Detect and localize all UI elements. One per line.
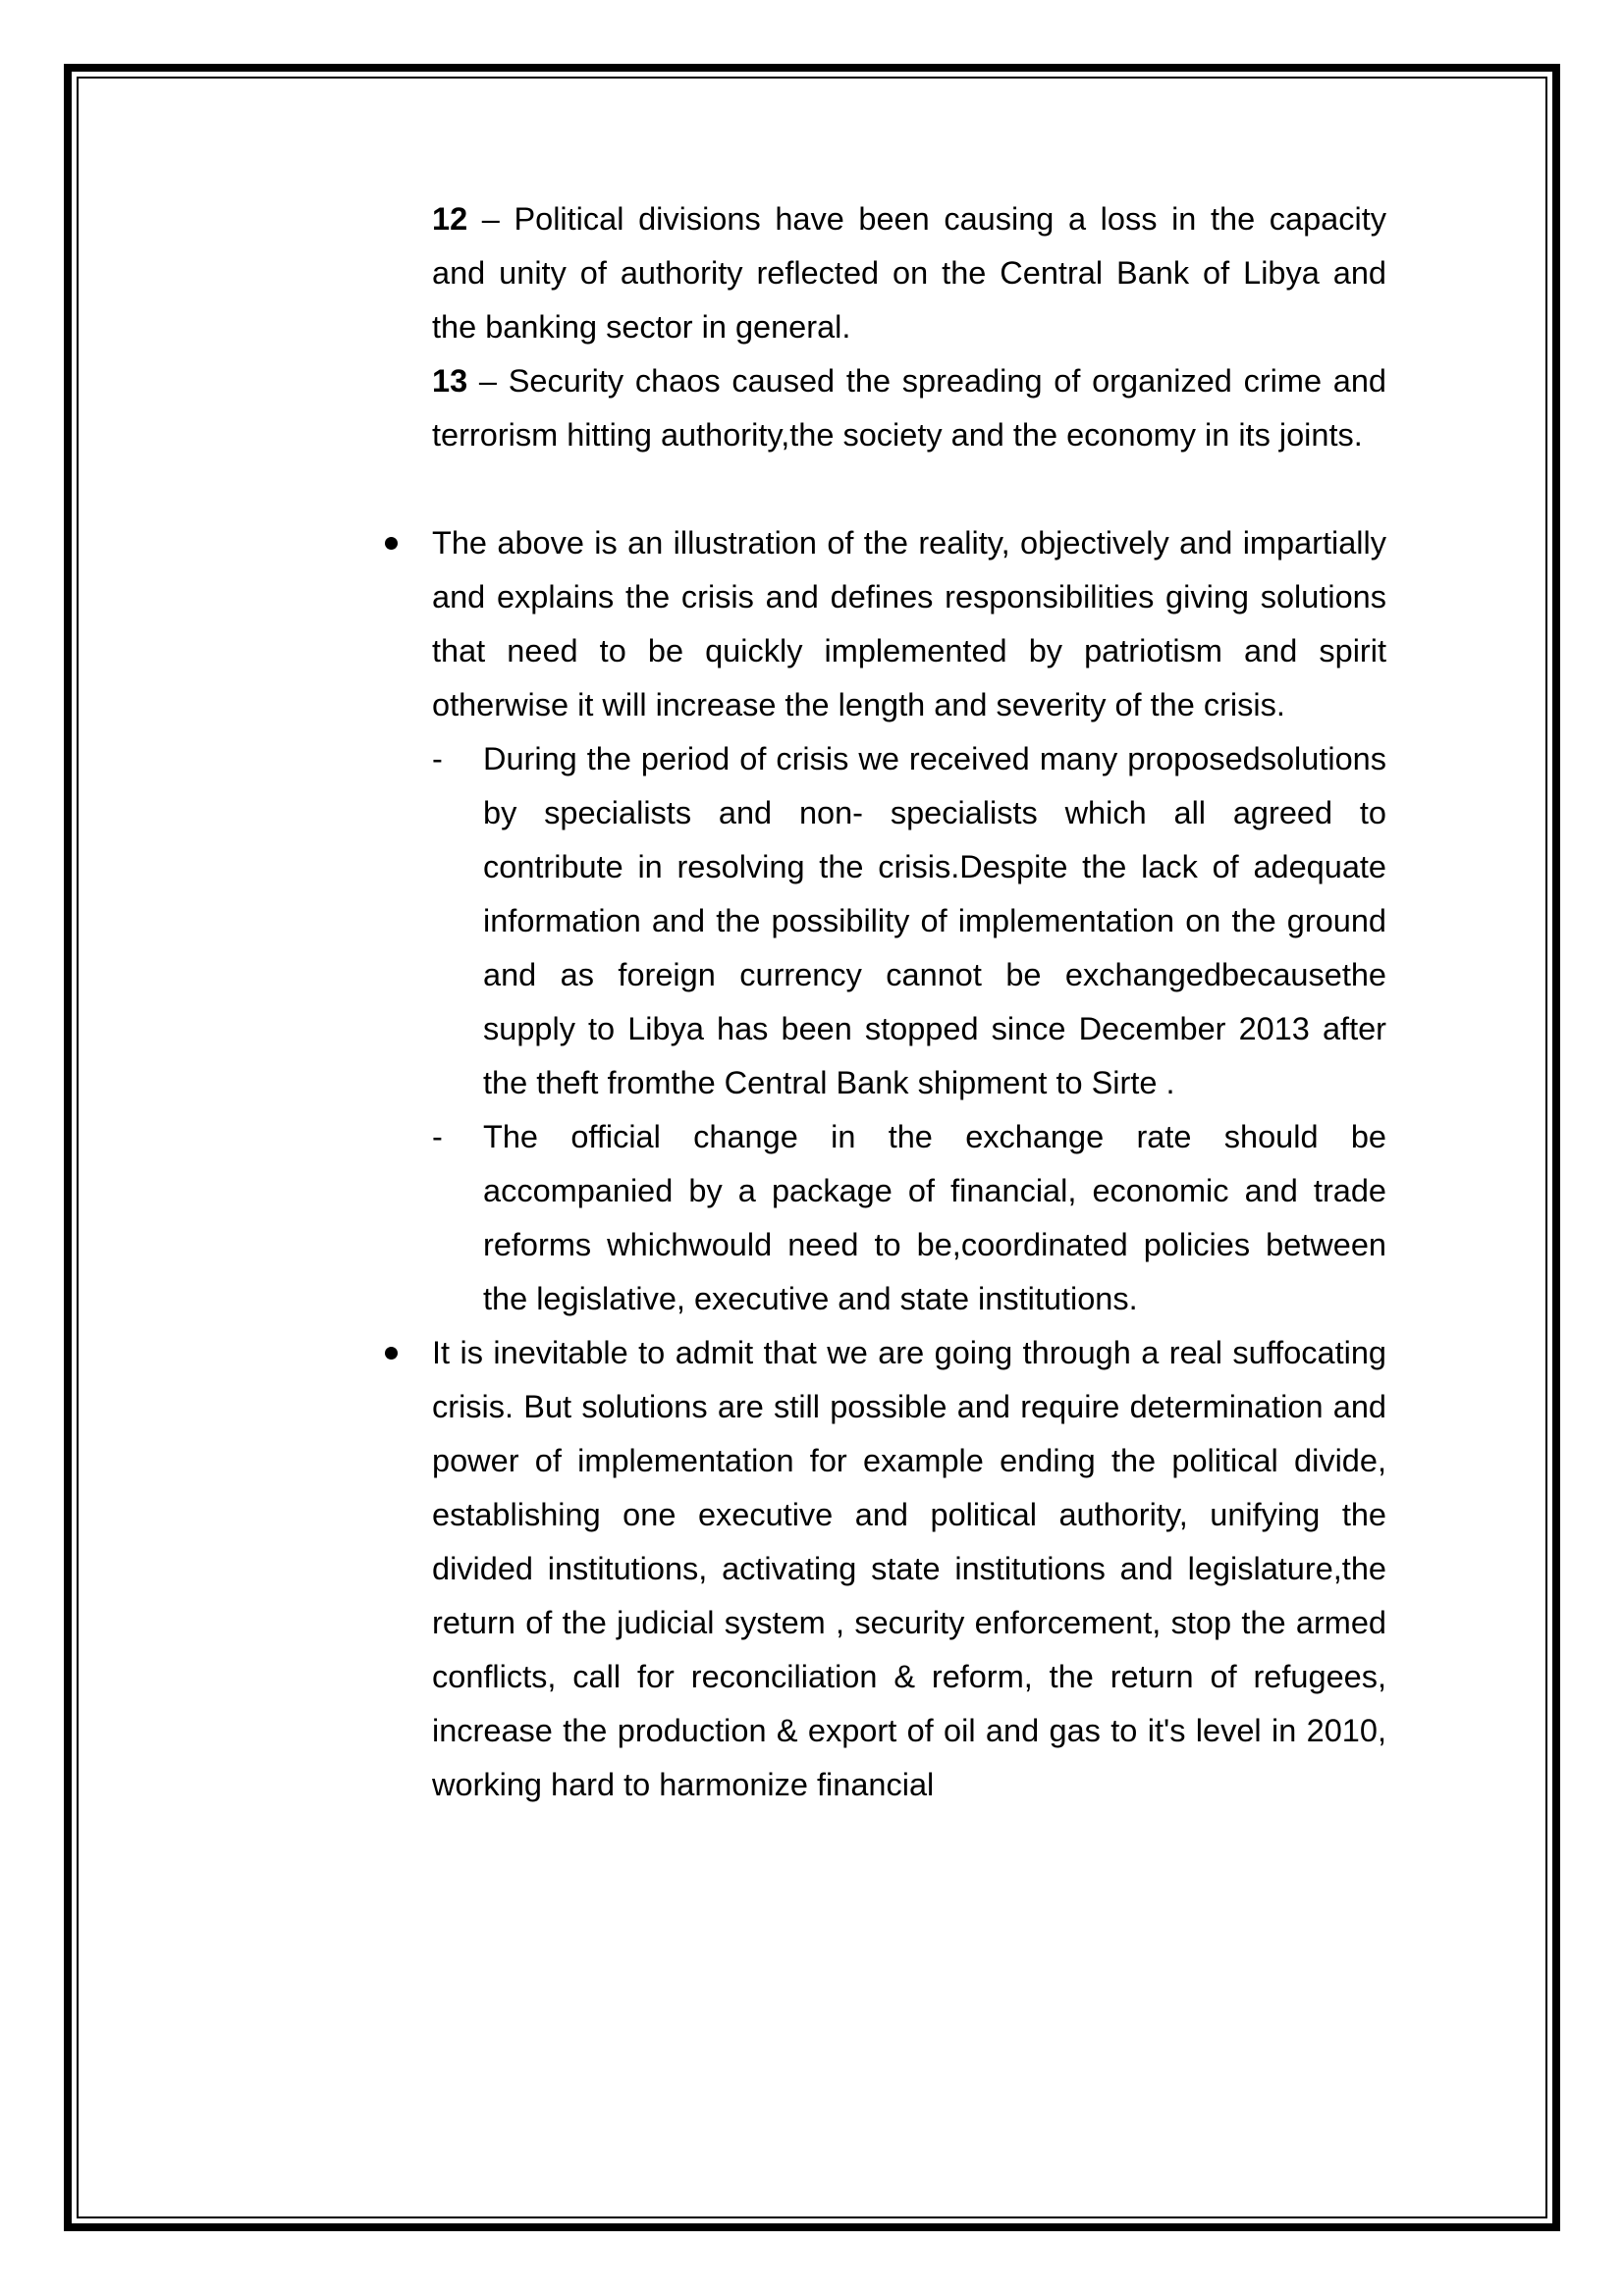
bullet-item-reality [432,516,1386,1326]
bullet-item-crisis [432,1326,1386,1812]
dash-text: The official change in the exchange rate should be accompanied by a package of financial, economic and trade reforms whichwould need to be,coordinated policies between the legislative, executive and state institutions. [483,1119,1386,1316]
bullet-paragraph [432,1326,1386,1812]
numbered-item-13 [432,354,1386,462]
item-text: – Security chaos caused the spreading of organized crime and terrorism hitting authority,the society and the economy in its joints. [432,363,1386,453]
paragraph-spacer [432,462,1386,516]
dash-mark: - [432,741,443,776]
dash-item-proposed-solutions [432,732,1386,1110]
dash-mark: - [432,1119,443,1154]
bullet-dot-icon [385,537,398,550]
bullet-dot-icon [385,1347,398,1360]
item-number: 13 [432,363,468,399]
item-number: 12 [432,201,468,237]
bullet-text: It is inevitable to admit that we are going through a real suffocating crisis. But solutions are still possible and require determination and power of implementation for example ending the political divide, establishing one executive and political authority, unifying the divided institutions, activating state institutions and legislature,the return of the judicial system , security enforcement, stop the armed conflicts, call for reconciliation & reform, the return of refugees, increase the production & export of oil and gas to it's level in 2010, working hard to harmonize financial [432,1335,1386,1802]
item-text: – Political divisions have been causing a loss in the capacity and unity of authority reflected on the Central Bank of Libya and the banking sector in general. [432,201,1386,345]
numbered-item-12 [432,192,1386,354]
dash-text: During the period of crisis we received many proposedsolutions by specialists and non- specialists which all agreed to contribute in resolving the crisis.Despite the lack of adequate information and the possibility of implementation on the ground and as foreign currency cannot be exchangedbecausethe supply to Libya has been stopped since December 2013 after the theft fromthe Central Bank shipment to Sirte . [483,741,1386,1100]
bullet-paragraph [432,516,1386,732]
bullet-text: The above is an illustration of the reality, objectively and impartially and explains the crisis and defines responsibilities giving solutions that need to be quickly implemented by patriotism and spirit otherwise it will increase the length and severity of the crisis. [432,525,1386,722]
dash-list [432,732,1386,1326]
document-body [432,192,1386,1812]
dash-item-exchange-rate [432,1110,1386,1326]
